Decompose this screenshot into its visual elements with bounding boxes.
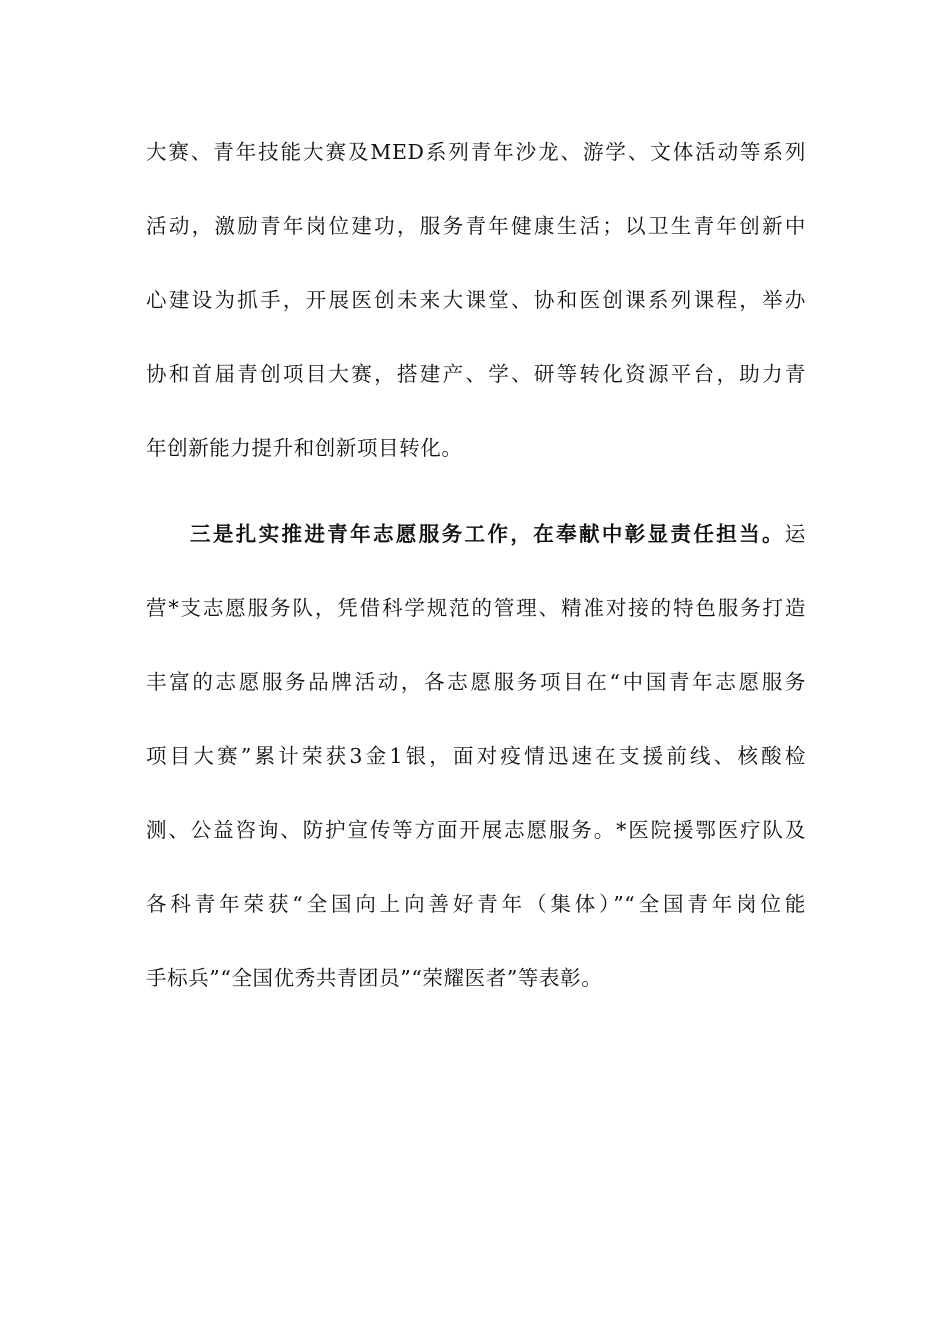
paragraph-2-heading: 三是扎实推进青年志愿服务工作，在奉献中彰显责任担当。 [190,522,785,546]
paragraph-2-line: 营*支志愿服务队，凭借科学规范的管理、精准对接的特色服务打造 [146,596,806,620]
paragraph-1-line: 心建设为抓手，开展医创未来大课堂、协和医创课系列课程，举办 [146,288,806,312]
paragraph-2 [146,497,806,1015]
paragraph-2-line: 各科青年荣获“全国向上向善好青年（集体）”“全国青年岗位能 [146,892,806,916]
paragraph-2-line: 手标兵”“全国优秀共青团员”“荣耀医者”等表彰。 [146,966,603,990]
paragraph-1-line: 年创新能力提升和创新项目转化。 [146,436,463,460]
paragraph-1-line: 大赛、青年技能大赛及MED系列青年沙龙、游学、文体活动等系列 [146,140,806,164]
paragraph-1 [146,115,806,485]
paragraph-2-first-line [146,497,806,571]
paragraph-1-line: 协和首届青创项目大赛，搭建产、学、研等转化资源平台，助力青 [146,362,806,386]
paragraph-1-line: 活动，激励青年岗位建功，服务青年健康生活；以卫生青年创新中 [146,214,806,238]
paragraph-2-first-line-tail: 运 [784,522,806,546]
paragraph-2-line: 测、公益咨询、防护宣传等方面开展志愿服务。*医院援鄂医疗队及 [146,818,806,842]
paragraph-2-line: 项目大赛”累计荣获3金1银，面对疫情迅速在支援前线、核酸检 [146,744,806,768]
paragraph-2-line: 丰富的志愿服务品牌活动，各志愿服务项目在“中国青年志愿服务 [146,670,806,694]
